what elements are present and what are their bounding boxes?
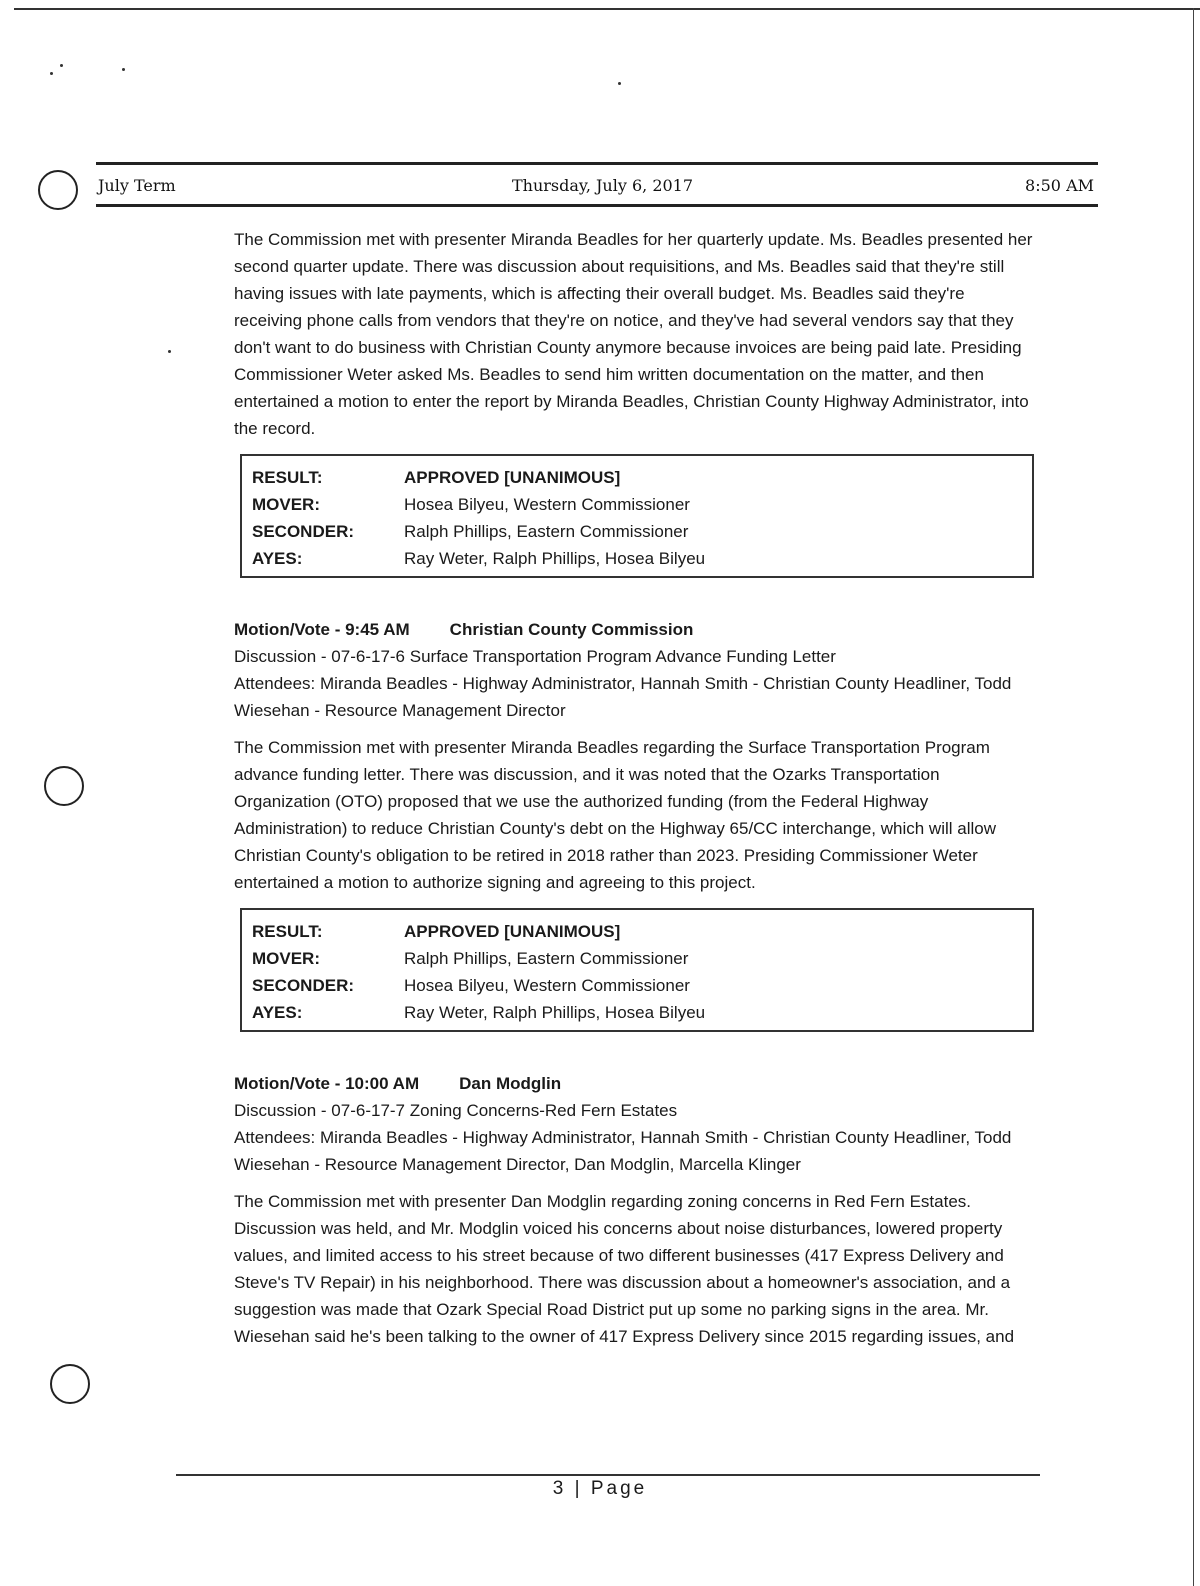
result-label: RESULT: (252, 468, 323, 487)
attendees-line: Attendees: Miranda Beadles - Highway Administrator, Hannah Smith - Christian County Headliner, Todd Wiesehan - Resource Management Director (234, 674, 1012, 720)
motion-presenter: Christian County Commission (449, 620, 694, 639)
header-rule-top (96, 162, 1098, 165)
mover-value: Ralph Phillips, Eastern Commissioner (404, 949, 689, 968)
scan-speck (618, 82, 621, 85)
vote-result-row (252, 918, 1022, 945)
minutes-content (234, 226, 1034, 1360)
ayes-value: Ray Weter, Ralph Phillips, Hosea Bilyeu (404, 1003, 706, 1022)
scan-right-edge (1193, 8, 1194, 1586)
seconder-label: SECONDER: (252, 976, 355, 995)
header-term: July Term (98, 176, 176, 195)
scan-speck (122, 68, 125, 71)
ayes-label: AYES: (252, 1003, 303, 1022)
scan-speck (60, 64, 63, 67)
ayes-value: Ray Weter, Ralph Phillips, Hosea Bilyeu (404, 549, 706, 568)
motion-block-2 (234, 616, 1034, 724)
punch-hole-bottom (50, 1364, 90, 1404)
motion-heading (234, 1070, 1034, 1097)
ayes-label: AYES: (252, 549, 303, 568)
vote-ayes-row (252, 545, 1022, 572)
motion-block-3 (234, 1070, 1034, 1178)
vote-box-2 (240, 908, 1034, 1032)
motion-time: Motion/Vote - 10:00 AM (234, 1074, 420, 1093)
mover-value: Hosea Bilyeu, Western Commissioner (404, 495, 690, 514)
section1-paragraph: The Commission met with presenter Miranda Beadles for her quarterly update. Ms. Beadles presented her second quarter update. There was discussion about requisitions, and Ms. Beadles said that they're still having issues with late payments, which is affecting their overall budget. Ms. Beadles said they're receiving phone calls from vendors that they're on notice, and they've had several vendors say that they don't want to do business with Christian County anymore because invoices are being paid late. Presiding Commissioner Weter asked Ms. Beadles to send him written documentation on the matter, and then entertained a motion to enter the report by Miranda Beadles, Christian County Highway Administrator, into the record. (234, 230, 1033, 438)
vote-mover-row (252, 491, 1022, 518)
footer-rule (176, 1474, 1040, 1476)
page-number: 3 | Page (552, 1478, 648, 1499)
motion-heading (234, 616, 1034, 643)
result-value: APPROVED [UNANIMOUS] (404, 468, 621, 487)
seconder-value: Ralph Phillips, Eastern Commissioner (404, 522, 689, 541)
scan-speck (50, 72, 53, 75)
header-date: Thursday, July 6, 2017 (512, 176, 694, 195)
header-time: 8:50 AM (1025, 176, 1094, 195)
punch-hole-middle (44, 766, 84, 806)
punch-hole-top (38, 170, 78, 210)
mover-label: MOVER: (252, 495, 320, 514)
discussion-line: Discussion - 07-6-17-7 Zoning Concerns-Red Fern Estates (234, 1101, 678, 1120)
mover-label: MOVER: (252, 949, 320, 968)
seconder-label: SECONDER: (252, 522, 355, 541)
motion-time: Motion/Vote - 9:45 AM (234, 620, 410, 639)
vote-result-row (252, 464, 1022, 491)
vote-ayes-row (252, 999, 1022, 1026)
discussion-line: Discussion - 07-6-17-6 Surface Transportation Program Advance Funding Letter (234, 647, 836, 666)
section3-paragraph: The Commission met with presenter Dan Modglin regarding zoning concerns in Red Fern Estates. Discussion was held, and Mr. Modglin voiced his concerns about noise disturbances, lowered property values, and limited access to his street because of two different businesses (417 Express Delivery and Steve's TV Repair) in his neighborhood. There was discussion about a homeowner's association, and a suggestion was made that Ozark Special Road District put up some no parking signs in the area. Mr. Wiesehan said he's been talking to the owner of 417 Express Delivery since 2015 regarding issues, and (234, 1192, 1015, 1346)
attendees-line: Attendees: Miranda Beadles - Highway Administrator, Hannah Smith - Christian County Headliner, Todd Wiesehan - Resource Management Director, Dan Modglin, Marcella Klinger (234, 1128, 1012, 1174)
section2-paragraph: The Commission met with presenter Miranda Beadles regarding the Surface Transportation Program advance funding letter. There was discussion, and it was noted that the Ozarks Transportation Organization (OTO) proposed that we use the authorized funding (from the Federal Highway Administration) to reduce Christian County's debt on the Highway 65/CC interchange, which will allow Christian County's obligation to be retired in 2018 rather than 2023. Presiding Commissioner Weter entertained a motion to authorize signing and agreeing to this project. (234, 738, 997, 892)
vote-seconder-row (252, 972, 1022, 999)
vote-box-1 (240, 454, 1034, 578)
header-rule-bottom (96, 204, 1098, 207)
result-label: RESULT: (252, 922, 323, 941)
result-value: APPROVED [UNANIMOUS] (404, 922, 621, 941)
scan-speck (168, 350, 171, 353)
vote-mover-row (252, 945, 1022, 972)
vote-seconder-row (252, 518, 1022, 545)
scan-top-edge (14, 8, 1200, 10)
seconder-value: Hosea Bilyeu, Western Commissioner (404, 976, 690, 995)
motion-presenter: Dan Modglin (459, 1074, 562, 1093)
